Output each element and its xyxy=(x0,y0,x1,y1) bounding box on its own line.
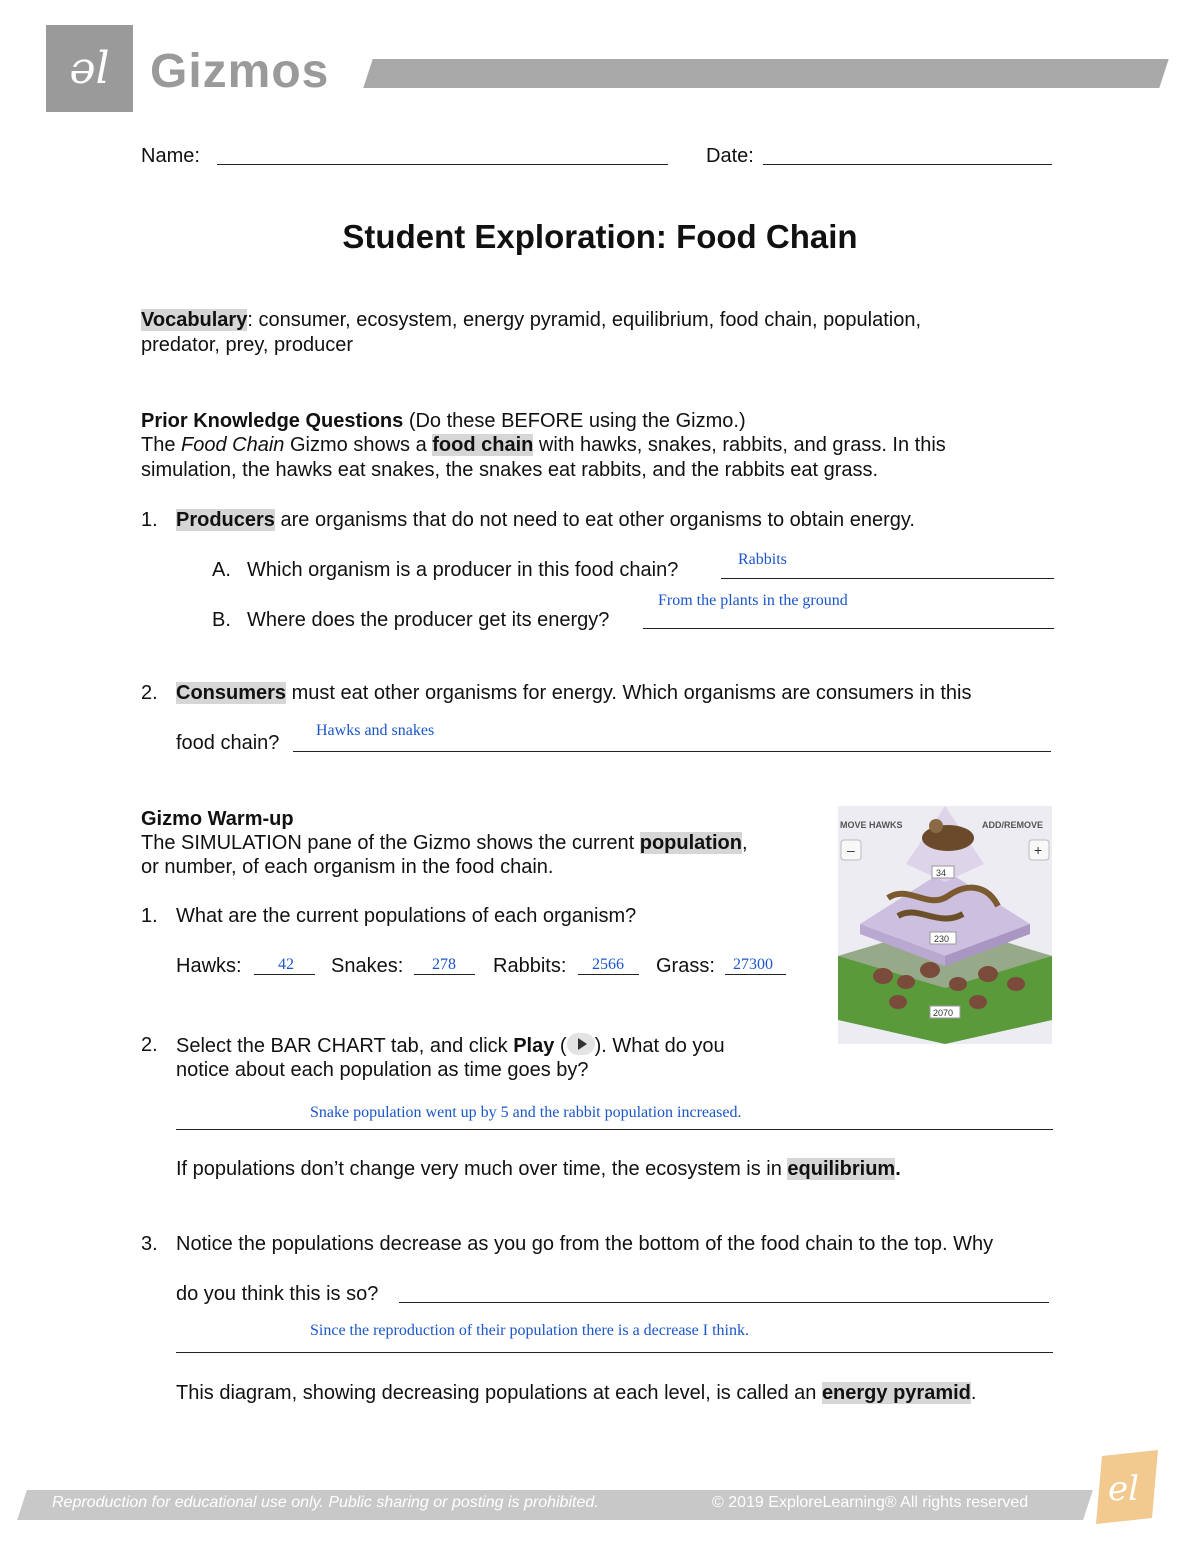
w3-answer: Since the reproduction of their population there is a decrease I think. xyxy=(310,1322,749,1339)
snakes-value: 278 xyxy=(432,956,456,973)
q1a-label: A. xyxy=(212,559,231,581)
q1-body: are organisms that do not need to eat other organisms to obtain energy. xyxy=(274,509,915,531)
vocabulary-line-1 xyxy=(141,308,921,333)
w2-number: 2. xyxy=(141,1034,158,1056)
w1-text: What are the current populations of each organism? xyxy=(176,905,637,927)
date-field[interactable] xyxy=(763,164,1052,165)
svg-text:el: el xyxy=(1108,1469,1139,1509)
page-title: Student Exploration: Food Chain xyxy=(342,218,858,255)
hawks-field[interactable] xyxy=(254,974,315,975)
prior-paragraph-line-2: simulation, the hawks eat snakes, the snakes eat rabbits, and the rabbits eat grass. xyxy=(141,459,879,481)
w2-answer-line[interactable] xyxy=(176,1129,1053,1130)
hawk-count: 34 xyxy=(936,868,947,878)
vocabulary-line-2: predator, prey, producer xyxy=(141,334,353,356)
warmup-text: , xyxy=(741,832,748,854)
prior-heading-text: Prior Knowledge Questions xyxy=(141,410,404,432)
footer-copyright: © 2019 ExploreLearning® All rights reserved xyxy=(712,1494,1029,1511)
date-label: Date: xyxy=(706,145,754,167)
footer-reproduction-notice: Reproduction for educational use only. Public sharing or posting is prohibited. xyxy=(52,1494,599,1511)
w1-number: 1. xyxy=(141,905,158,927)
q2-text-line-2: food chain? xyxy=(176,732,280,754)
equilibrium-note xyxy=(176,1157,901,1182)
rabbits-value: 2566 xyxy=(592,956,624,973)
prior-text: with hawks, snakes, rabbits, and grass. In this xyxy=(533,434,946,456)
move-hawks-label: MOVE HAWKS xyxy=(840,820,903,830)
prior-heading-note: (Do these BEFORE using the Gizmo.) xyxy=(403,410,746,432)
q2-answer-line[interactable] xyxy=(293,751,1051,752)
prior-text: Gizmo shows a xyxy=(284,434,433,456)
warmup-paragraph-line-2: or number, of each organism in the food chain. xyxy=(141,856,554,878)
warmup-paragraph-line-1 xyxy=(141,831,748,856)
energy-pyramid-note xyxy=(176,1381,976,1406)
simulation-pyramid-image xyxy=(838,806,1052,1044)
term-equilibrium: equilibrium xyxy=(787,1158,896,1180)
q1a-answer: Rabbits xyxy=(738,551,787,568)
minus-icon: – xyxy=(847,842,855,858)
w2-text xyxy=(176,1033,725,1059)
w3-text-line-2: do you think this is so? xyxy=(176,1283,379,1305)
pyramid-period: . xyxy=(970,1382,977,1404)
q2-number: 2. xyxy=(141,682,158,704)
vocabulary-terms: : consumer, ecosystem, energy pyramid, equilibrium, food chain, population, xyxy=(247,309,922,331)
grass-field[interactable] xyxy=(725,974,786,975)
w2-body: ). What do you xyxy=(594,1035,725,1057)
q2-text xyxy=(176,681,972,706)
w2-answer: Snake population went up by 5 and the rabbit population increased. xyxy=(310,1104,742,1121)
q1-number: 1. xyxy=(141,509,158,531)
el-logo-icon: əl xyxy=(69,43,110,94)
hawks-label: Hawks: xyxy=(176,955,242,977)
play-icon xyxy=(567,1033,595,1055)
equilibrium-text: If populations don’t change very much over time, the ecosystem is in xyxy=(176,1158,788,1180)
prior-text: The xyxy=(141,434,182,456)
play-label: Play xyxy=(513,1035,555,1057)
pyramid-text: This diagram, showing decreasing populations at each level, is called an xyxy=(176,1382,822,1404)
brand-name: Gizmos xyxy=(150,45,330,98)
q1a-text: Which organism is a producer in this food chain? xyxy=(247,559,679,581)
plus-icon: + xyxy=(1034,842,1043,858)
term-population: population xyxy=(639,832,742,854)
q1b-answer-line[interactable] xyxy=(643,628,1054,629)
q1a-answer-line[interactable] xyxy=(721,578,1054,579)
term-producers: Producers xyxy=(176,509,275,531)
prior-knowledge-heading xyxy=(141,409,746,434)
rabbits-label: Rabbits: xyxy=(493,955,567,977)
header-bar xyxy=(363,59,1168,88)
warmup-text: The SIMULATION pane of the Gizmo shows the current xyxy=(141,832,640,854)
w3-answer-line-2[interactable] xyxy=(176,1352,1053,1353)
w2-text-line-2: notice about each population as time goes by? xyxy=(176,1059,589,1081)
grass-count: 2070 xyxy=(933,1008,954,1018)
warmup-heading: Gizmo Warm-up xyxy=(141,808,294,830)
gizmo-name: Food Chain xyxy=(181,434,285,456)
name-field[interactable] xyxy=(217,164,668,165)
hawk-head-icon xyxy=(929,819,943,833)
w2-body: ( xyxy=(554,1035,567,1057)
snake-count: 230 xyxy=(934,934,950,944)
w3-text: Notice the populations decrease as you go from the bottom of the food chain to the top. Why xyxy=(176,1233,994,1255)
explorelearning-logo-icon xyxy=(1092,1448,1164,1526)
vocabulary-label: Vocabulary xyxy=(141,309,248,331)
w3-answer-line-1[interactable] xyxy=(399,1302,1049,1303)
q2-answer: Hawks and snakes xyxy=(316,722,435,739)
term-food-chain: food chain xyxy=(432,434,534,456)
q1b-label: B. xyxy=(212,609,231,631)
grass-label: Grass: xyxy=(656,955,715,977)
term-energy-pyramid: energy pyramid xyxy=(821,1382,971,1404)
q1b-answer: From the plants in the ground xyxy=(658,592,848,609)
term-consumers: Consumers xyxy=(176,682,287,704)
snakes-label: Snakes: xyxy=(331,955,404,977)
add-remove-label: ADD/REMOVE xyxy=(982,820,1044,830)
snakes-field[interactable] xyxy=(414,974,475,975)
rabbits-field[interactable] xyxy=(578,974,639,975)
q2-body: must eat other organisms for energy. Which organisms are consumers in this xyxy=(286,682,972,704)
w2-body: Select the BAR CHART tab, and click xyxy=(176,1035,514,1057)
prior-paragraph-line-1 xyxy=(141,433,946,458)
equilibrium-period: . xyxy=(895,1158,901,1180)
name-label: Name: xyxy=(141,145,200,167)
q1b-text: Where does the producer get its energy? xyxy=(247,609,610,631)
grass-value: 27300 xyxy=(733,956,773,973)
w3-number: 3. xyxy=(141,1233,158,1255)
q1-text xyxy=(176,508,915,533)
hawks-value: 42 xyxy=(278,956,294,973)
